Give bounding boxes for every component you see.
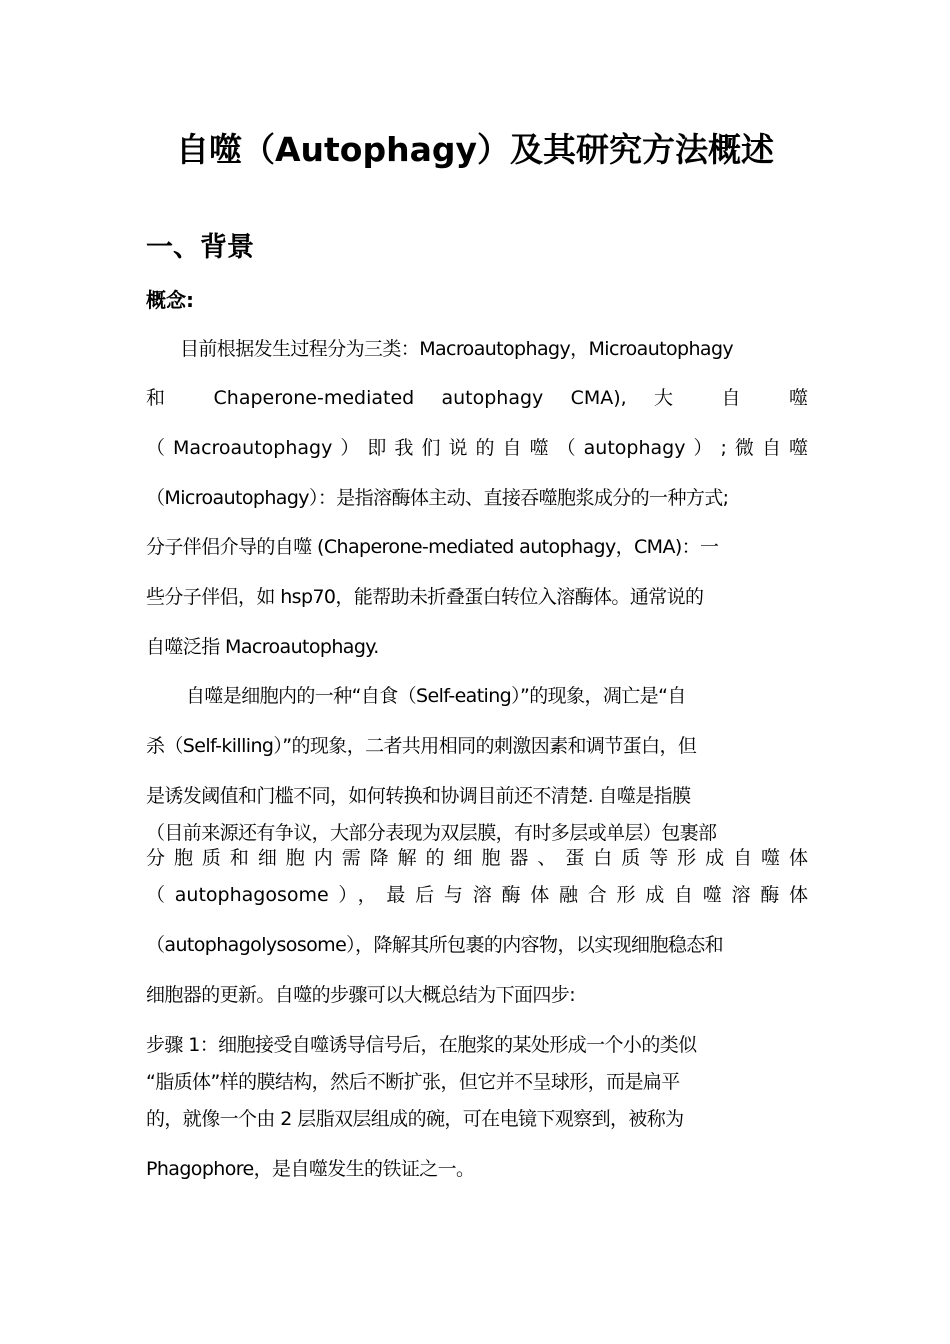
paragraph-line: （autophagosome），最后与溶酶体融合形成自噬溶酶体 [146,884,808,906]
paragraph-line: （目前来源还有争议，大部分表现为双层膜，有时多层或单层）包裹部 [146,822,717,844]
paragraph-line: Phagophore，是自噬发生的铁证之一。 [146,1158,475,1180]
paragraph-line: （Microautophagy）：是指溶酶体主动、直接吞噬胞浆成分的一种方式; [146,487,729,509]
paragraph-line: 些分子伴侣，如 hsp70，能帮助未折叠蛋白转位入溶酶体。通常说的 [146,586,704,608]
section-heading: 一、背景 [146,232,254,263]
document-title: 自噬（Autophagy）及其研究方法概述 [176,130,774,169]
paragraph-line: 和 Chaperone-mediated autophagy CMA), 大 自 噬 [146,387,808,409]
paragraph-line: （autophagolysosome），降解其所包裹的内容物，以实现细胞稳态和 [146,934,724,956]
paragraph-line: 步骤 1：细胞接受自噬诱导信号后，在胞浆的某处形成一个小的类似 [146,1034,697,1056]
paragraph-line: 分胞质和细胞内需降解的细胞器、蛋白质等形成自噬体 [146,847,808,869]
paragraph-line: 自噬是细胞内的一种“自食（Self-eating）”的现象，凋亡是“自 [186,685,686,707]
paragraph-line: 自噬泛指 Macroautophagy. [146,636,379,658]
paragraph-line: 细胞器的更新。自噬的步骤可以大概总结为下面四步: [146,984,576,1006]
paragraph-line: “脂质体”样的膜结构，然后不断扩张，但它并不呈球形，而是扁平 [146,1071,680,1093]
paragraph-line: （Macroautophagy）即我们说的自噬（autophagy）;微自噬 [146,437,808,459]
paragraph-line: 目前根据发生过程分为三类：Macroautophagy，Microautophagy [180,338,734,360]
paragraph-line: 杀（Self-killing）”的现象，二者共用相同的刺激因素和调节蛋白，但 [146,735,697,757]
paragraph-line: 分子伴侣介导的自噬 (Chaperone-mediated autophagy，CMA)：一 [146,536,719,558]
paragraph-line: 是诱发阈值和门槛不同，如何转换和协调目前还不清楚. 自噬是指膜 [146,785,691,807]
paragraph-line: 的，就像一个由 2 层脂双层组成的碗，可在电镜下观察到，被称为 [146,1108,684,1130]
subheading: 概念: [146,288,194,312]
